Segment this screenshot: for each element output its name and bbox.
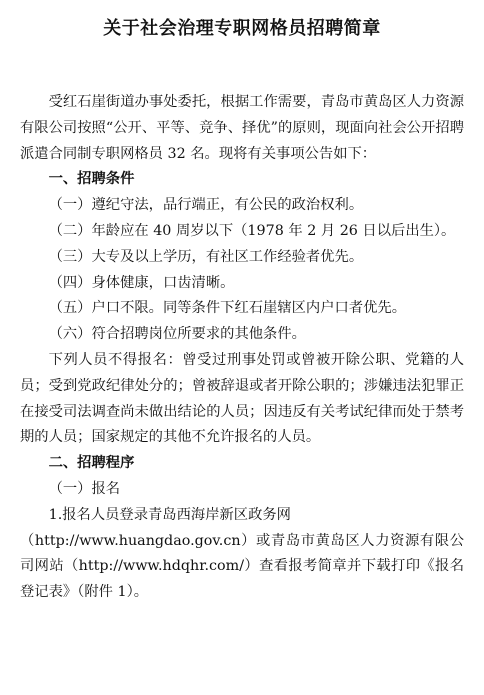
- registration-step-1-detail: （http://www.huangdao.gov.cn）或青岛市黄岛区人力资源有限公司网站（http://www.hdqhr.com/）查看报考简章并下载打印《报名登记表》（附件 1）。: [20, 532, 464, 601]
- document-title: 关于社会治理专职网格员招聘简章: [103, 18, 381, 39]
- section-heading-recruitment-procedure: 二、招聘程序: [48, 455, 135, 472]
- registration-step-1-line: 1.报名人员登录青岛西海岸新区政务网: [48, 506, 291, 523]
- section-heading-recruitment-conditions: 一、招聘条件: [48, 171, 135, 188]
- condition-item-4: （四）身体健康，口齿清晰。: [48, 274, 235, 291]
- condition-item-3: （三）大专及以上学历，有社区工作经验者优先。: [48, 248, 364, 265]
- subsection-heading-registration: （一）报名: [48, 480, 121, 497]
- document-body: [20, 90, 464, 606]
- intro-paragraph: 受红石崖街道办事处委托，根据工作需要，青岛市黄岛区人力资源有限公司按照“公开、平等、竞争、择优”的原则，现面向社会公开招聘派遣合同制专职网格员 32 名。现将有关事项公告如下：: [20, 94, 464, 162]
- condition-item-6: （六）符合招聘岗位所要求的其他条件。: [48, 326, 306, 343]
- condition-item-2: （二）年龄应在 40 周岁以下（1978 年 2 月 26 日以后出生）。: [48, 222, 456, 239]
- exclusion-paragraph: 下列人员不得报名：曾受过刑事处罚或曾被开除公职、党籍的人员；受到党政纪律处分的；曾被辞退或者开除公职的；涉嫌违法犯罪正在接受司法调查尚未做出结论的人员；因违反有关考试纪律而处于禁考期的人员；国家规定的其他不允许报名的人员。: [20, 351, 464, 446]
- condition-item-5: （五）户口不限。同等条件下红石崖辖区内户口者优先。: [48, 300, 407, 317]
- condition-item-1: （一）遵纪守法，品行端正，有公民的政治权利。: [48, 197, 364, 214]
